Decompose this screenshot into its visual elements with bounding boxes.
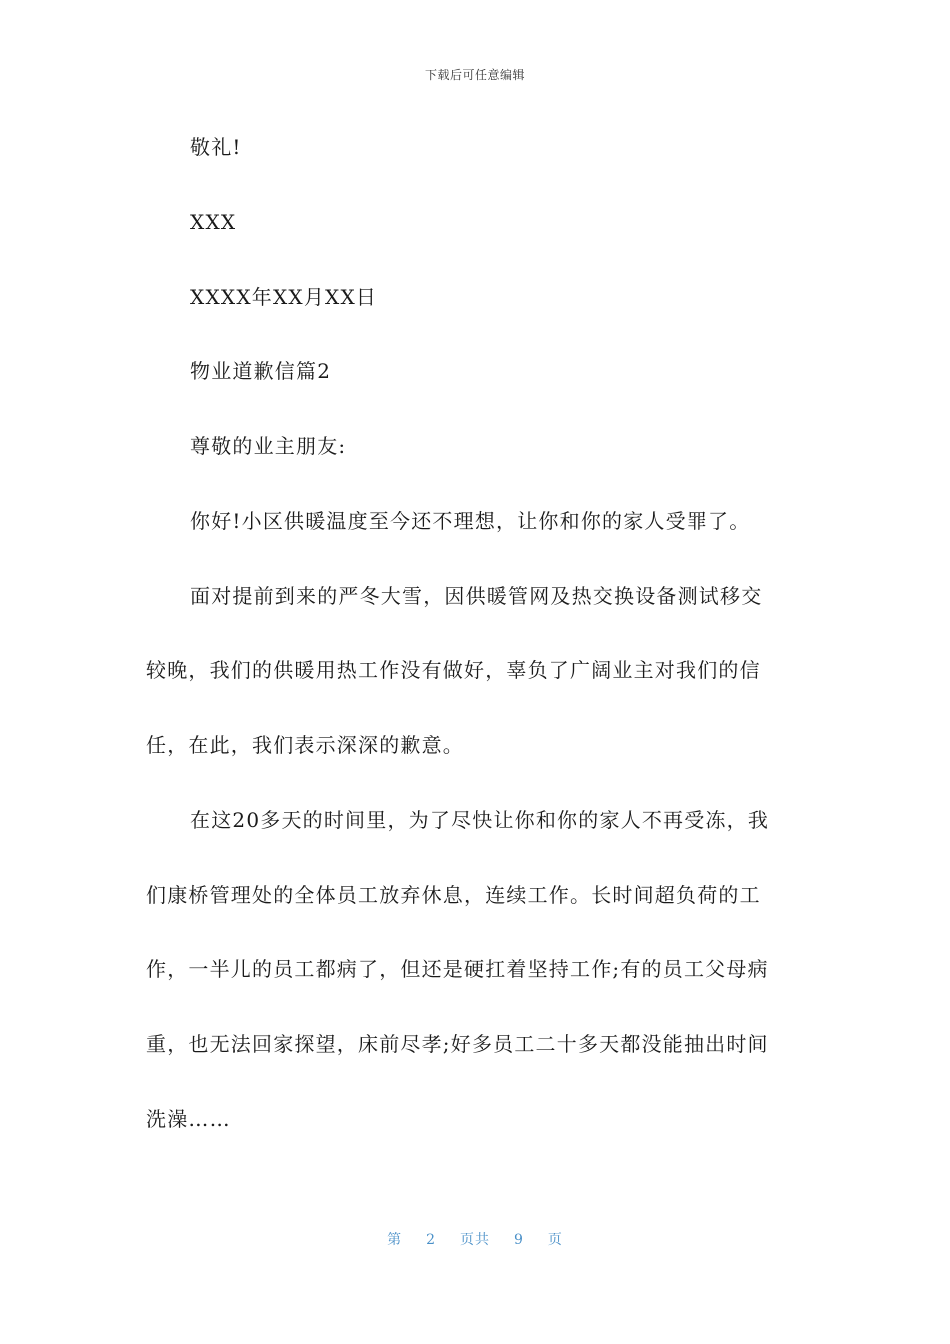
page-label-suffix: 页 [547,1232,563,1248]
paragraph-line: 较晚，我们的供暖用热工作没有做好，辜负了广阔业主对我们的信 [146,658,761,682]
total-page-count: 9 [514,1232,524,1248]
section-title: 物业道歉信篇2 [190,359,332,383]
page-header: 下载后可任意编辑 [424,68,525,82]
paragraph-line: 作，一半儿的员工都病了，但还是硬扛着坚持工作;有的员工父母病 [146,957,769,981]
closing-salutation: 敬礼! [190,135,242,159]
paragraph-line: 们康桥管理处的全体员工放弃休息，连续工作。长时间超负荷的工 [146,883,761,907]
page-label-prefix: 第 [387,1232,403,1248]
signature-name: XXX [190,210,237,234]
page-label-mid: 页共 [460,1232,490,1248]
signature-date: XXXX年XX月XX日 [190,285,378,309]
letter-greeting: 尊敬的业主朋友: [190,434,347,458]
paragraph-line: 在这20多天的时间里，为了尽快让你和你的家人不再受冻，我 [190,808,770,832]
page-footer [0,1229,950,1249]
paragraph-line: 你好!小区供暖温度至今还不理想，让你和你的家人受罪了。 [190,509,751,533]
paragraph-line: 任，在此，我们表示深深的歉意。 [146,733,464,757]
paragraph-line: 面对提前到来的严冬大雪，因供暖管网及热交换设备测试移交 [190,584,763,608]
paragraph-line: 重，也无法回家探望，床前尽孝;好多员工二十多天都没能抽出时间 [146,1032,769,1056]
paragraph-line: 洗澡…… [146,1107,231,1131]
current-page-number: 2 [426,1232,436,1248]
